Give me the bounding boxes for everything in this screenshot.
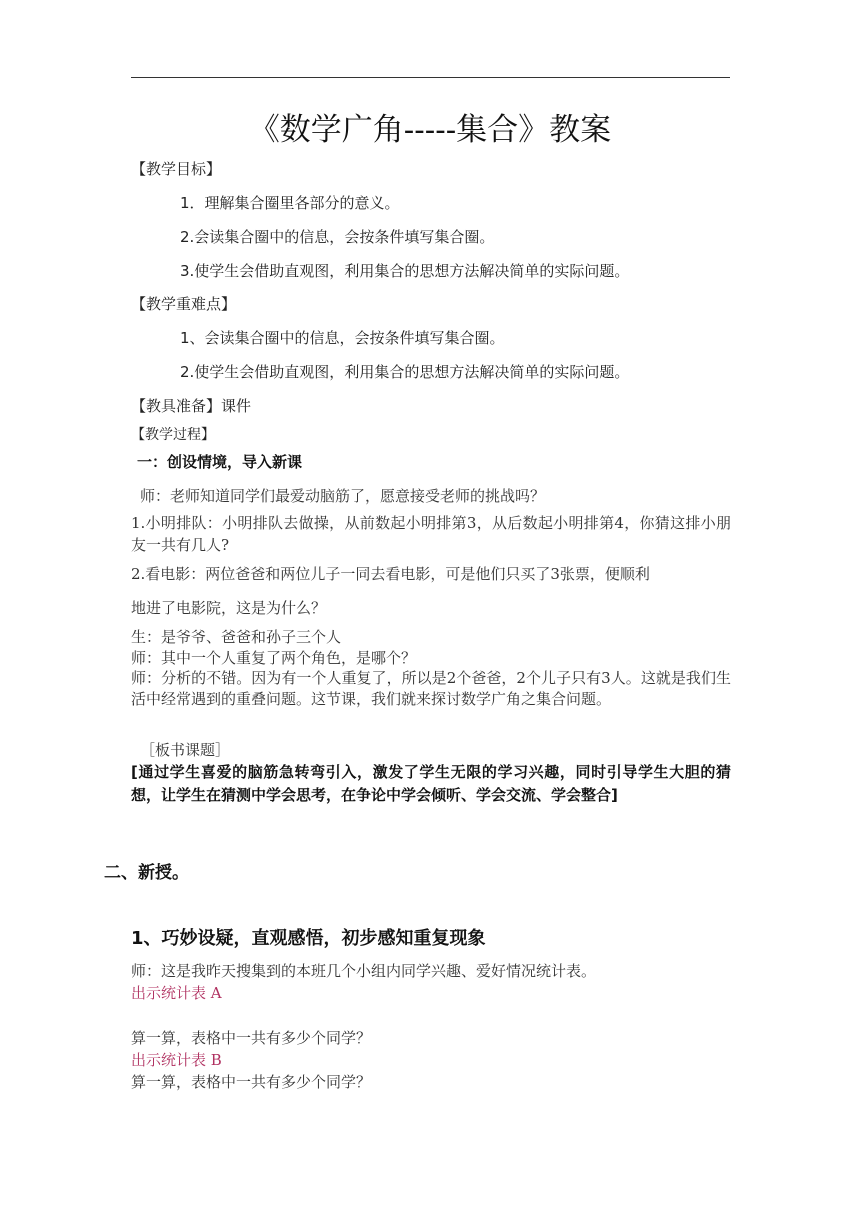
goal-item: 3.使学生会借助直观图，利用集合的思想方法解决简单的实际问题。 [180,262,630,280]
question-2-line1: 2.看电影：两位爸爸和两位儿子一同去看电影，可是他们只买了3张票，便顺利 [131,565,650,583]
show-table-b: 出示统计表 B [131,1051,222,1069]
question-1: 1.小明排队：小明排队去做操，从前数起小明排第3，从后数起小明排第4，你猜这排小朋友一共有几人? [131,514,731,554]
tools-value: 课件 [221,397,252,415]
tools-heading: 【教具准备】 [131,397,222,415]
ask-count-b: 算一算，表格中一共有多少个同学？ [131,1073,372,1091]
teaching-note: [通过学生喜爱的脑筋急转弯引入，激发了学生无限的学习兴趣，同时引导学生大胆的猜想，让学生在猜测中学会思考，在争论中学会倾听、学会交流、学会整合] [131,763,731,804]
student-answer: 生：是爷爷、爸爸和孙子三个人 [131,628,342,646]
goals-heading: 【教学目标】 [131,160,222,178]
section1-heading: 一：创设情境，导入新课 [137,453,303,471]
board-title: ［板书课题］ [140,741,231,759]
key-point-item: 2.使学生会借助直观图，利用集合的思想方法解决简单的实际问题。 [180,363,630,381]
header-rule [131,77,730,78]
goal-item: 1．理解集合圈里各部分的意义。 [180,194,400,212]
key-points-heading: 【教学重难点】 [131,295,237,313]
question-2-line2: 地进了电影院，这是为什么？ [131,599,327,617]
teacher-analysis: 师：分析的不错。因为有一个人重复了，所以是2个爸爸，2个儿子只有3人。这就是我们生活中经常遇到的重叠问题。这节课，我们就来探讨数学广角之集合问题。 [131,669,731,708]
goal-item: 2.会读集合圈中的信息，会按条件填写集合圈。 [180,228,495,246]
teacher-intro: 师：老师知道同学们最爱动脑筋了，愿意接受老师的挑战吗？ [140,487,546,505]
section2-heading: 二、新授。 [104,863,189,883]
ask-count-a: 算一算，表格中一共有多少个同学？ [131,1029,372,1047]
show-table-a: 出示统计表 A [131,984,222,1002]
subsection1-heading: 1、巧妙设疑，直观感悟，初步感知重复现象 [131,928,486,949]
teacher-statement: 师：这是我昨天搜集到的本班几个小组内同学兴趣、爱好情况统计表。 [131,962,597,980]
teacher-question: 师：其中一个人重复了两个角色，是哪个？ [131,649,417,667]
document-title: 《数学广角-----集合》教案 [248,112,612,148]
key-point-item: 1、会读集合圈中的信息，会按条件填写集合圈。 [180,329,505,347]
process-heading: 【教学过程】 [131,427,215,443]
tools-line [131,395,251,416]
